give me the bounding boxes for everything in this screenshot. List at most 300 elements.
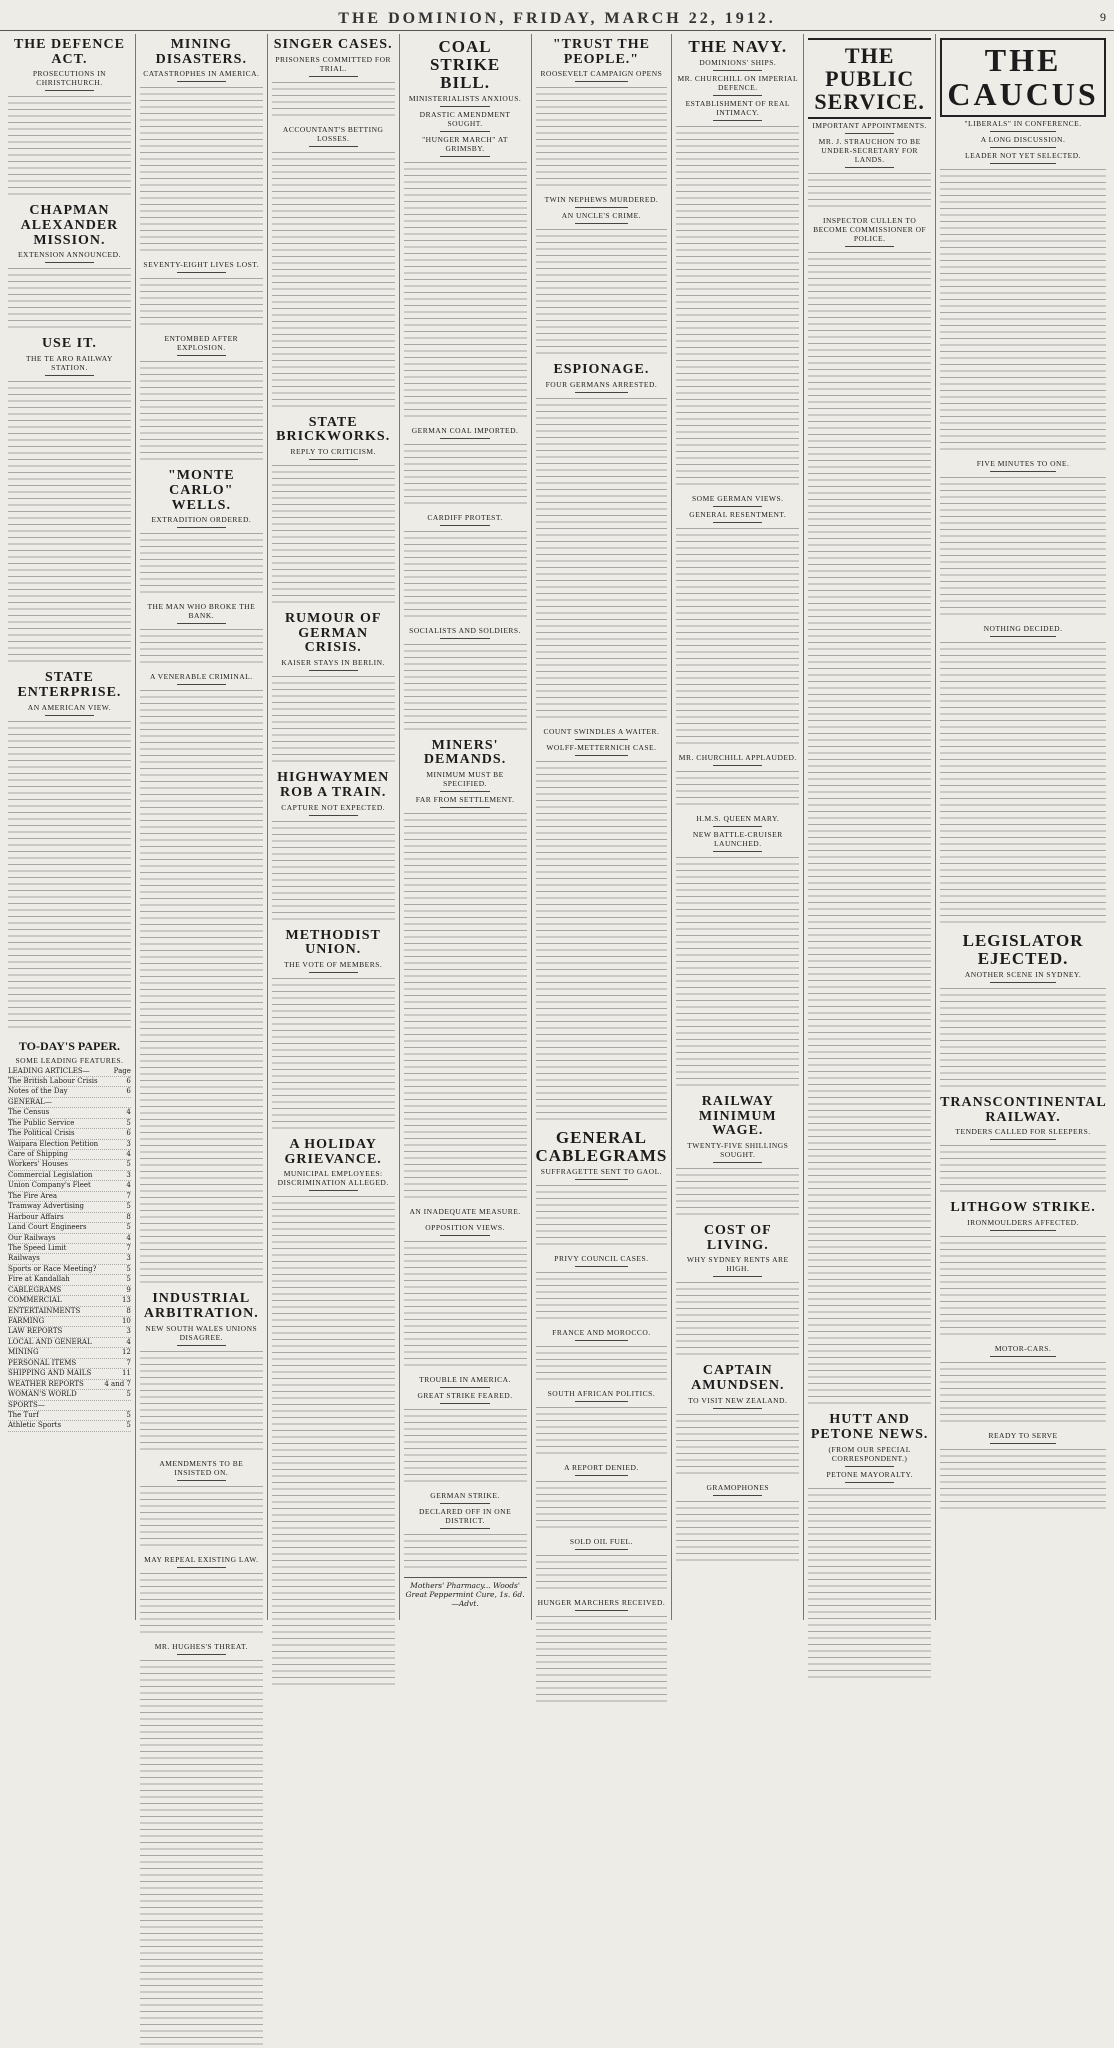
article-body-text <box>676 1412 799 1477</box>
article <box>404 1207 527 1220</box>
article-subheading: CARDIFF PROTEST. <box>427 512 503 522</box>
article-body-text <box>940 986 1106 1090</box>
article-subheading: ACCOUNTANT'S BETTING LOSSES. <box>282 124 384 143</box>
article-body-text <box>404 160 527 420</box>
article <box>940 38 1106 132</box>
article <box>676 814 799 827</box>
article-body-text <box>404 1407 527 1485</box>
divider-rule <box>440 807 489 808</box>
article <box>536 195 668 208</box>
article-subheading: A REPORT DENIED. <box>564 1462 639 1472</box>
article-subheading: THE TE ARO RAILWAY STATION. <box>25 354 113 373</box>
toc-page: 4 <box>126 1108 131 1117</box>
article <box>940 1096 1106 1195</box>
toc-row <box>8 1192 131 1202</box>
article-headline: MINERS' DEMANDS. <box>423 737 507 768</box>
article-body-text <box>272 150 395 410</box>
article <box>536 1598 668 1705</box>
article-headline: METHODIST UNION. <box>285 927 381 958</box>
article-subheading: MOTOR-CARS. <box>994 1343 1052 1353</box>
article-subheading: IRONMOULDERS AFFECTED. <box>967 1217 1079 1227</box>
article-subheading: MR. J. STRAUCHON TO BE UNDER-SECRETARY FOR LANDS. <box>818 137 921 165</box>
divider-rule <box>309 1190 358 1191</box>
article <box>536 38 668 189</box>
article-headline: TRANSCONTINENTAL RAILWAY. <box>940 1094 1107 1125</box>
article-subheading: GREAT STRIKE FEARED. <box>417 1390 513 1400</box>
article-headline: THE PUBLIC SERVICE. <box>808 38 931 119</box>
toc-label: Railways <box>8 1254 40 1263</box>
article <box>536 1389 668 1457</box>
article-subheading: MINIMUM MUST BE SPECIFIED. <box>426 769 504 788</box>
article-subheading: MR. CHURCHILL ON IMPERIAL DEFENCE. <box>677 73 799 92</box>
article <box>676 494 799 507</box>
article <box>140 1292 263 1452</box>
toc-page: 5 <box>126 1223 131 1232</box>
toc-row <box>8 1202 131 1212</box>
article-subheading: WOLFF-METTERNICH CASE. <box>546 743 657 753</box>
divider-rule <box>990 1443 1056 1444</box>
toc-label: COMMERCIAL <box>8 1296 62 1305</box>
article-headline: MINING DISASTERS. <box>155 37 247 67</box>
article <box>404 135 527 420</box>
toc-label: LEADING ARTICLES— <box>8 1066 90 1075</box>
toc-page: 11 <box>121 1369 131 1378</box>
article-body-text <box>808 1486 931 1681</box>
divider-rule <box>575 207 628 208</box>
toc-label: Land Court Engineers <box>8 1223 87 1232</box>
article-headline: USE IT. <box>41 336 97 352</box>
article <box>676 99 799 488</box>
article <box>536 1254 668 1322</box>
divider-rule <box>440 156 489 157</box>
article-body-text <box>940 1360 1106 1425</box>
newspaper-columns <box>4 34 1110 1651</box>
article-body-text <box>140 688 263 1286</box>
article-body-text <box>272 1194 395 1688</box>
article-subheading: AN AMERICAN VIEW. <box>27 702 112 712</box>
toc-row <box>8 1401 131 1411</box>
article-subheading: IMPORTANT APPOINTMENTS. <box>812 121 927 131</box>
article-body-text <box>272 463 395 606</box>
column-6 <box>672 34 804 1620</box>
toc-page: 3 <box>126 1170 131 1179</box>
toc-page: 4 <box>126 1150 131 1158</box>
column-1 <box>4 34 136 1620</box>
toc-page: 7 <box>126 1243 131 1252</box>
article <box>272 416 395 606</box>
toc-page: 5 <box>126 1390 131 1399</box>
toc-page: 10 <box>121 1317 131 1325</box>
toc-label: SHIPPING AND MAILS <box>8 1369 92 1378</box>
divider-rule <box>309 146 358 147</box>
divider-rule <box>713 1162 762 1163</box>
article-subheading: EXTENSION ANNOUNCED. <box>17 250 121 260</box>
article-subheading: SOLD OIL FUEL. <box>569 1536 634 1546</box>
article-subheading: SOUTH AFRICAN POLITICS. <box>547 1388 656 1398</box>
article-headline: GENERAL CABLEGRAMS <box>535 1128 668 1165</box>
article-subheading: AMENDMENTS TO BE INSISTED ON. <box>159 1458 244 1477</box>
article-subheading: "LIBERALS" IN CONFERENCE. <box>964 119 1082 129</box>
toc-page: 3 <box>126 1139 131 1148</box>
article-subheading: AN INADEQUATE MEASURE. <box>409 1206 521 1216</box>
article-subheading: SOME GERMAN VIEWS. <box>691 493 784 503</box>
article <box>940 1344 1106 1425</box>
article-subheading: MUNICIPAL EMPLOYEES: DISCRIMINATION ALLEGED. <box>277 1169 389 1188</box>
toc-label: Our Railways <box>8 1233 56 1242</box>
toc-page: 7 <box>126 1191 131 1200</box>
toc-row <box>8 1348 131 1358</box>
article-subheading: CATASTROPHES IN AMERICA. <box>143 69 260 79</box>
toc-row <box>8 1390 131 1400</box>
article <box>536 743 668 1123</box>
divider-rule <box>713 1276 762 1277</box>
article <box>536 1537 668 1592</box>
article <box>8 204 131 331</box>
divider-rule <box>177 527 226 528</box>
toc-page: 8 <box>126 1306 131 1315</box>
article-body-text <box>272 976 395 1132</box>
toc-row <box>8 1369 131 1379</box>
article-subheading: MAY REPEAL EXISTING LAW. <box>144 1554 259 1564</box>
toc-row <box>8 1140 131 1150</box>
divider-rule <box>177 1567 226 1568</box>
article-subheading: NEW BATTLE-CRUISER LAUNCHED. <box>692 829 783 848</box>
toc-label: Commercial Legislation <box>8 1170 93 1179</box>
divider-rule <box>575 1475 628 1476</box>
divider-rule <box>575 1266 628 1267</box>
divider-rule <box>440 525 489 526</box>
toc-label: The Public Service <box>8 1118 75 1127</box>
article <box>272 612 395 765</box>
divider-rule <box>845 133 894 134</box>
toc-page: 4 <box>126 1337 131 1346</box>
article-body-text <box>676 526 799 747</box>
article-body-text <box>676 769 799 808</box>
newspaper-title: THE DOMINION, FRIDAY, MARCH 22, 1912. <box>338 10 776 27</box>
article-headline: RUMOUR OF GERMAN CRISIS. <box>284 611 382 656</box>
divider-rule <box>990 982 1056 983</box>
toc-row <box>8 1286 131 1296</box>
article <box>8 671 131 1030</box>
divider-rule <box>440 131 489 132</box>
toc-row <box>8 1181 131 1191</box>
divider-rule <box>990 1139 1056 1140</box>
toc-row <box>8 1171 131 1181</box>
article-subheading: DECLARED OFF IN ONE DISTRICT. <box>418 1506 512 1525</box>
article-subheading: TWIN NEPHEWS MURDERED. <box>544 195 659 205</box>
article <box>808 1470 931 1681</box>
article-subheading: SEVENTY-EIGHT LIVES LOST. <box>143 260 260 270</box>
toc-row <box>8 1098 131 1108</box>
divider-rule <box>45 262 94 263</box>
article-subheading: PETONE MAYORALTY. <box>826 1469 913 1479</box>
article-body-text <box>140 85 263 254</box>
divider-rule <box>713 1408 762 1409</box>
article-body-text <box>140 1484 263 1549</box>
divider-rule <box>713 120 762 121</box>
toc-row <box>8 1160 131 1170</box>
article-subheading: COUNT SWINDLES A WAITER. <box>543 727 660 737</box>
article-body-text <box>536 1479 668 1531</box>
article <box>8 38 131 198</box>
article <box>940 932 1106 1090</box>
divider-rule <box>575 1340 628 1341</box>
article <box>536 1463 668 1531</box>
divider-rule <box>575 1179 628 1180</box>
article-subheading: MINISTERIALISTS ANXIOUS. <box>408 93 522 103</box>
article-subheading: ESTABLISHMENT OF REAL INTIMACY. <box>685 98 790 117</box>
article-subheading: A LONG DISCUSSION. <box>980 135 1066 145</box>
article-body-text <box>404 442 527 507</box>
divider-rule <box>990 1230 1056 1231</box>
divider-rule <box>575 1549 628 1550</box>
toc-row <box>8 1223 131 1233</box>
article <box>404 1375 527 1388</box>
toc-label: The Census <box>8 1108 50 1117</box>
article-body-text <box>8 266 131 331</box>
article-headline: INDUSTRIAL ARBITRATION. <box>143 1291 259 1322</box>
article <box>676 1224 799 1358</box>
toc-subtitle: SOME LEADING FEATURES. <box>15 1055 124 1065</box>
article-headline: LITHGOW STRIKE. <box>950 1200 1096 1216</box>
article-subheading: NEW SOUTH WALES UNIONS DISAGREE. <box>145 1323 258 1342</box>
divider-rule <box>440 1235 489 1236</box>
article-headline: CAPTAIN AMUNDSEN. <box>691 1363 785 1393</box>
article-subheading: AN UNCLE'S CRIME. <box>561 211 642 221</box>
divider-rule <box>575 81 628 82</box>
article-body-text <box>536 1553 668 1592</box>
article-body-text <box>404 811 527 1201</box>
article-body-text <box>940 1234 1106 1338</box>
divider-rule <box>440 106 489 107</box>
article <box>940 624 1106 926</box>
toc-label: Athletic Sports <box>8 1421 62 1430</box>
divider-rule <box>713 1495 762 1496</box>
article <box>140 1555 263 1636</box>
article-headline: THE CAUCUS <box>940 38 1106 117</box>
divider-rule <box>309 670 358 671</box>
toc-page: 8 <box>126 1212 131 1221</box>
article <box>676 38 799 71</box>
article <box>8 337 131 665</box>
divider-rule <box>177 684 226 685</box>
article-body-text <box>676 1166 799 1218</box>
toc-label: GENERAL— <box>8 1097 52 1106</box>
article-subheading: THE MAN WHO BROKE THE BANK. <box>147 602 256 621</box>
article-body-text <box>140 359 263 463</box>
article-body-text <box>140 1571 263 1636</box>
toc-label: WEATHER REPORTS <box>8 1379 84 1388</box>
article-subheading: REPLY TO CRITICISM. <box>290 447 376 457</box>
toc-label: Waipara Election Petition <box>8 1139 99 1148</box>
column-3 <box>268 34 400 1620</box>
article-subheading: ROOSEVELT CAMPAIGN OPENS <box>540 69 663 79</box>
toc-page: 12 <box>121 1348 131 1357</box>
article <box>272 771 395 922</box>
divider-rule <box>713 70 762 71</box>
article-subheading: ENTOMBED AFTER EXPLOSION. <box>164 334 239 353</box>
article-body-text <box>404 1532 527 1571</box>
toc-label: Sports or Race Meeting? <box>8 1264 97 1273</box>
divider-rule <box>990 147 1056 148</box>
article <box>140 469 263 596</box>
toc-row <box>8 1265 131 1275</box>
article-body-text <box>940 475 1106 618</box>
article <box>940 151 1106 453</box>
article-subheading: LEADER NOT YET SELECTED. <box>965 151 1082 161</box>
article-subheading: MR. HUGHES'S THREAT. <box>154 1641 248 1651</box>
toc-label: LOCAL AND GENERAL <box>8 1337 92 1346</box>
toc-page: 6 <box>126 1076 131 1085</box>
article-subheading: DOMINIONS' SHIPS. <box>699 57 777 67</box>
toc-label: The Political Crisis <box>8 1129 75 1138</box>
toc-label: The Turf <box>8 1410 39 1419</box>
toc-page: 5 <box>126 1264 131 1273</box>
article-headline: RAILWAY MINIMUM WAGE. <box>698 1093 777 1139</box>
article <box>404 739 527 792</box>
article-subheading: THE VOTE OF MEMBERS. <box>284 959 383 969</box>
column-2 <box>136 34 268 1651</box>
article-subheading: READY TO SERVE <box>988 1430 1058 1440</box>
divider-rule <box>440 1403 489 1404</box>
article-body-text <box>140 1349 263 1453</box>
article <box>404 110 527 132</box>
toc-title: TO-DAY'S PAPER. <box>18 1038 120 1053</box>
article-body-text <box>404 642 527 733</box>
toc-row <box>8 1421 131 1431</box>
article-subheading: A VENERABLE CRIMINAL. <box>149 672 253 682</box>
article-subheading: GENERAL RESENTMENT. <box>689 509 787 519</box>
divider-rule <box>713 522 762 523</box>
divider-rule <box>177 623 226 624</box>
toc-row <box>8 1317 131 1327</box>
article <box>808 216 931 1407</box>
toc-row <box>8 1411 131 1421</box>
toc-page: Page <box>113 1066 131 1075</box>
toc-page: 5 <box>126 1118 131 1127</box>
article <box>404 1491 527 1504</box>
divider-rule <box>177 81 226 82</box>
article <box>140 260 263 328</box>
article-headline: CHAPMAN ALEXANDER MISSION. <box>20 203 119 248</box>
divider-rule <box>990 163 1056 164</box>
article-body-text <box>140 627 263 666</box>
column-8 <box>936 34 1110 1620</box>
article-body-text <box>536 85 668 189</box>
toc-label: The British Labour Crisis <box>8 1076 98 1085</box>
advertisement: Mothers' Pharmacy... Woods' Great Peppermint Cure, 1s. 6d.—Advt. <box>404 1577 527 1608</box>
toc-row <box>8 1087 131 1097</box>
divider-rule <box>309 815 358 816</box>
divider-rule <box>990 471 1056 472</box>
article <box>536 727 668 740</box>
divider-rule <box>45 375 94 376</box>
article-subheading: GRAMOPHONES <box>706 1482 770 1492</box>
divider-rule <box>575 392 628 393</box>
article-headline: ESPIONAGE. <box>553 362 650 378</box>
toc-label: Fire at Kandallah <box>8 1275 70 1284</box>
toc-page: 5 <box>126 1421 131 1430</box>
article-subheading: MR. CHURCHILL APPLAUDED. <box>678 752 797 762</box>
toc-label: MINING <box>8 1348 39 1357</box>
article <box>140 38 263 254</box>
article-body-text <box>8 719 131 1031</box>
article-headline: STATE ENTERPRISE. <box>17 670 122 700</box>
article <box>940 1431 1106 1512</box>
article-body-text <box>140 1658 263 2048</box>
article-body-text <box>808 171 931 210</box>
article-headline: "MONTE CARLO" WELLS. <box>167 468 235 513</box>
article-headline: COAL STRIKE BILL. <box>429 37 501 92</box>
article <box>536 1129 668 1248</box>
toc-label: Workers' Houses <box>8 1160 68 1169</box>
article-subheading: DRASTIC AMENDMENT SOUGHT. <box>419 109 511 128</box>
toc-label: CABLEGRAMS <box>8 1285 62 1294</box>
article <box>272 38 395 119</box>
divider-rule <box>713 826 762 827</box>
divider-rule <box>713 851 762 852</box>
toc-row <box>8 1296 131 1306</box>
column-5 <box>532 34 673 1620</box>
toc-page: 7 <box>126 1358 131 1367</box>
toc-row <box>8 1359 131 1369</box>
article-body-text <box>940 1143 1106 1195</box>
column-7 <box>804 34 936 1620</box>
toc-page: 6 <box>126 1087 131 1096</box>
toc-label: WOMAN'S WORLD <box>8 1390 77 1399</box>
article-body-text <box>940 1447 1106 1512</box>
article <box>676 830 799 1089</box>
article <box>808 1413 931 1466</box>
toc-row <box>8 1380 131 1390</box>
article-body-text <box>536 227 668 357</box>
divider-rule <box>845 1482 894 1483</box>
article-body-text <box>272 674 395 765</box>
toc-row <box>8 1129 131 1139</box>
article-subheading: EXTRADITION ORDERED. <box>151 515 252 525</box>
toc-page: 13 <box>121 1296 131 1305</box>
article <box>404 1507 527 1571</box>
divider-rule <box>575 755 628 756</box>
toc-row <box>8 1150 131 1160</box>
article-body-text <box>536 759 668 1123</box>
divider-rule <box>45 715 94 716</box>
article-headline: THE NAVY. <box>688 37 788 56</box>
article-subheading: PROSECUTIONS IN CHRISTCHURCH. <box>32 69 106 88</box>
divider-rule <box>845 1466 894 1467</box>
divider-rule <box>440 1503 489 1504</box>
toc-label: Care of Shipping <box>8 1150 69 1158</box>
toc-row <box>8 1234 131 1244</box>
article-subheading: FOUR GERMANS ARRESTED. <box>545 380 658 390</box>
divider-rule <box>177 355 226 356</box>
article-subheading: INSPECTOR CULLEN TO BECOME COMMISSIONER OF POLICE. <box>813 216 927 244</box>
article-subheading: PRISONERS COMMITTED FOR TRIAL. <box>275 54 392 73</box>
divider-rule <box>440 791 489 792</box>
divider-rule <box>440 1219 489 1220</box>
divider-rule <box>440 638 489 639</box>
toc-page: 6 <box>126 1129 131 1138</box>
divider-rule <box>990 1356 1056 1357</box>
article-headline: STATE BRICKWORKS. <box>276 414 391 445</box>
toc-page: 3 <box>126 1254 131 1263</box>
article <box>536 1328 668 1383</box>
article-subheading: SOCIALISTS AND SOLDIERS. <box>409 625 521 635</box>
toc-label: SPORTS— <box>8 1400 45 1409</box>
article-subheading: H.M.S. QUEEN MARY. <box>696 813 780 823</box>
article <box>404 513 527 620</box>
masthead <box>0 0 1114 31</box>
